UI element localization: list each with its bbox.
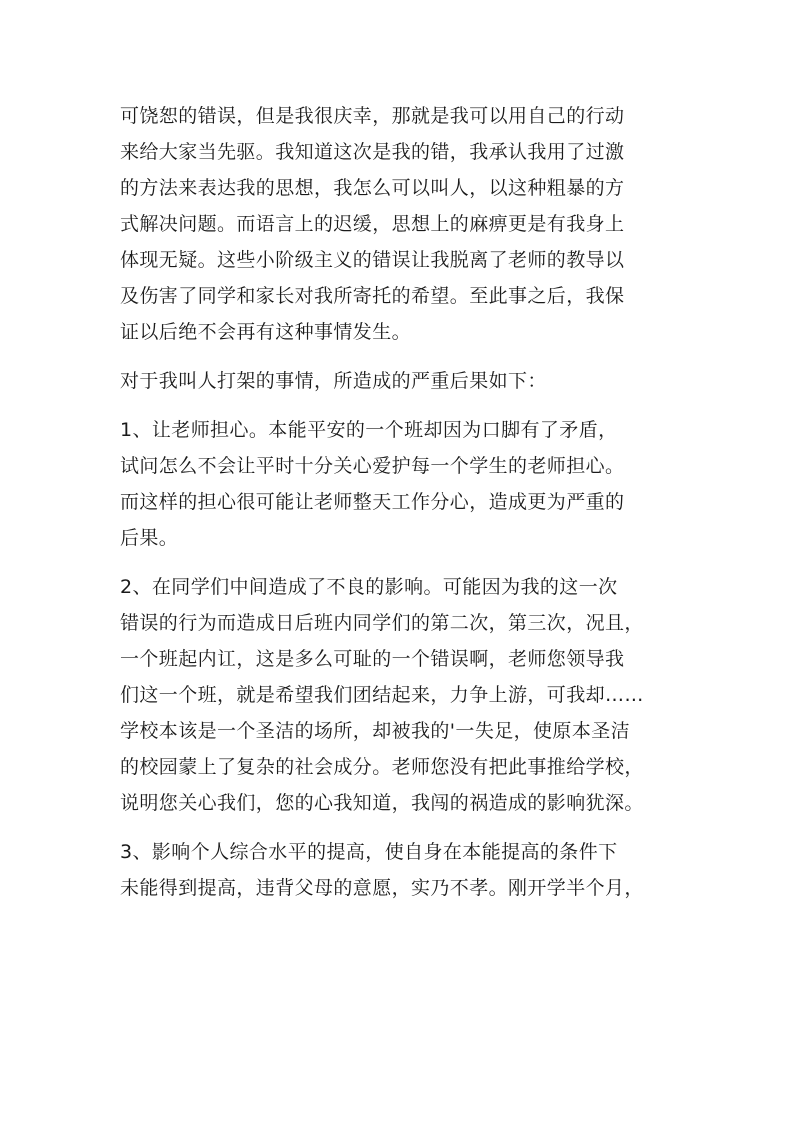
text-line: 证以后绝不会再有这种事情发生。 <box>120 321 412 343</box>
text-line: 式解决问题。而语言上的迟缓，思想上的麻痹更是有我身上 <box>120 213 625 235</box>
paragraph-apology-continued <box>120 98 680 350</box>
text-line: 学校本该是一个圣洁的场所，却被我的'一失足，使原本圣洁 <box>120 720 631 742</box>
text-line: 未能得到提高，违背父母的意愿，实乃不孝。刚开学半个月， <box>120 877 644 899</box>
text-line: 的方法来表达我的思想，我怎么可以叫人，以这种粗暴的方 <box>120 177 625 199</box>
text-line: 可饶恕的错误，但是我很庆幸，那就是我可以用自己的行动 <box>120 105 625 127</box>
paragraph-consequence-2 <box>120 569 680 821</box>
text-line: 3、影响个人综合水平的提高，使自身在本能提高的条件下 <box>120 841 618 863</box>
text-line: 而这样的担心很可能让老师整天工作分心，造成更为严重的 <box>120 491 625 513</box>
text-line: 试问怎么不会让平时十分关心爱护每一个学生的老师担心。 <box>120 455 625 477</box>
text-line: 1、让老师担心。本能平安的一个班却因为口脚有了矛盾， <box>120 419 618 441</box>
text-line: 们这一个班，就是希望我们团结起来，力争上游，可我却…… <box>120 684 644 706</box>
text-line: 说明您关心我们，您的心我知道，我闯的祸造成的影响犹深。 <box>120 792 644 814</box>
paragraph-consequences-intro <box>120 363 680 399</box>
paragraph-consequence-3 <box>120 834 680 906</box>
text-line: 来给大家当先驱。我知道这次是我的错，我承认我用了过激 <box>120 141 625 163</box>
text-line: 的校园蒙上了复杂的社会成分。老师您没有把此事推给学校， <box>120 756 644 778</box>
text-line: 对于我叫人打架的事情，所造成的严重后果如下： <box>120 370 547 392</box>
text-line: 错误的行为而造成日后班内同学们的第二次，第三次，况且， <box>120 612 644 634</box>
text-line: 及伤害了同学和家长对我所寄托的希望。至此事之后，我保 <box>120 285 625 307</box>
text-line: 一个班起内讧，这是多么可耻的一个错误啊，老师您领导我 <box>120 648 625 670</box>
text-line: 体现无疑。这些小阶级主义的错误让我脱离了老师的教导以 <box>120 249 625 271</box>
document-body <box>120 98 680 919</box>
text-line: 后果。 <box>120 527 179 549</box>
text-line: 2、在同学们中间造成了不良的影响。可能因为我的这一次 <box>120 576 618 598</box>
paragraph-consequence-1 <box>120 412 680 556</box>
